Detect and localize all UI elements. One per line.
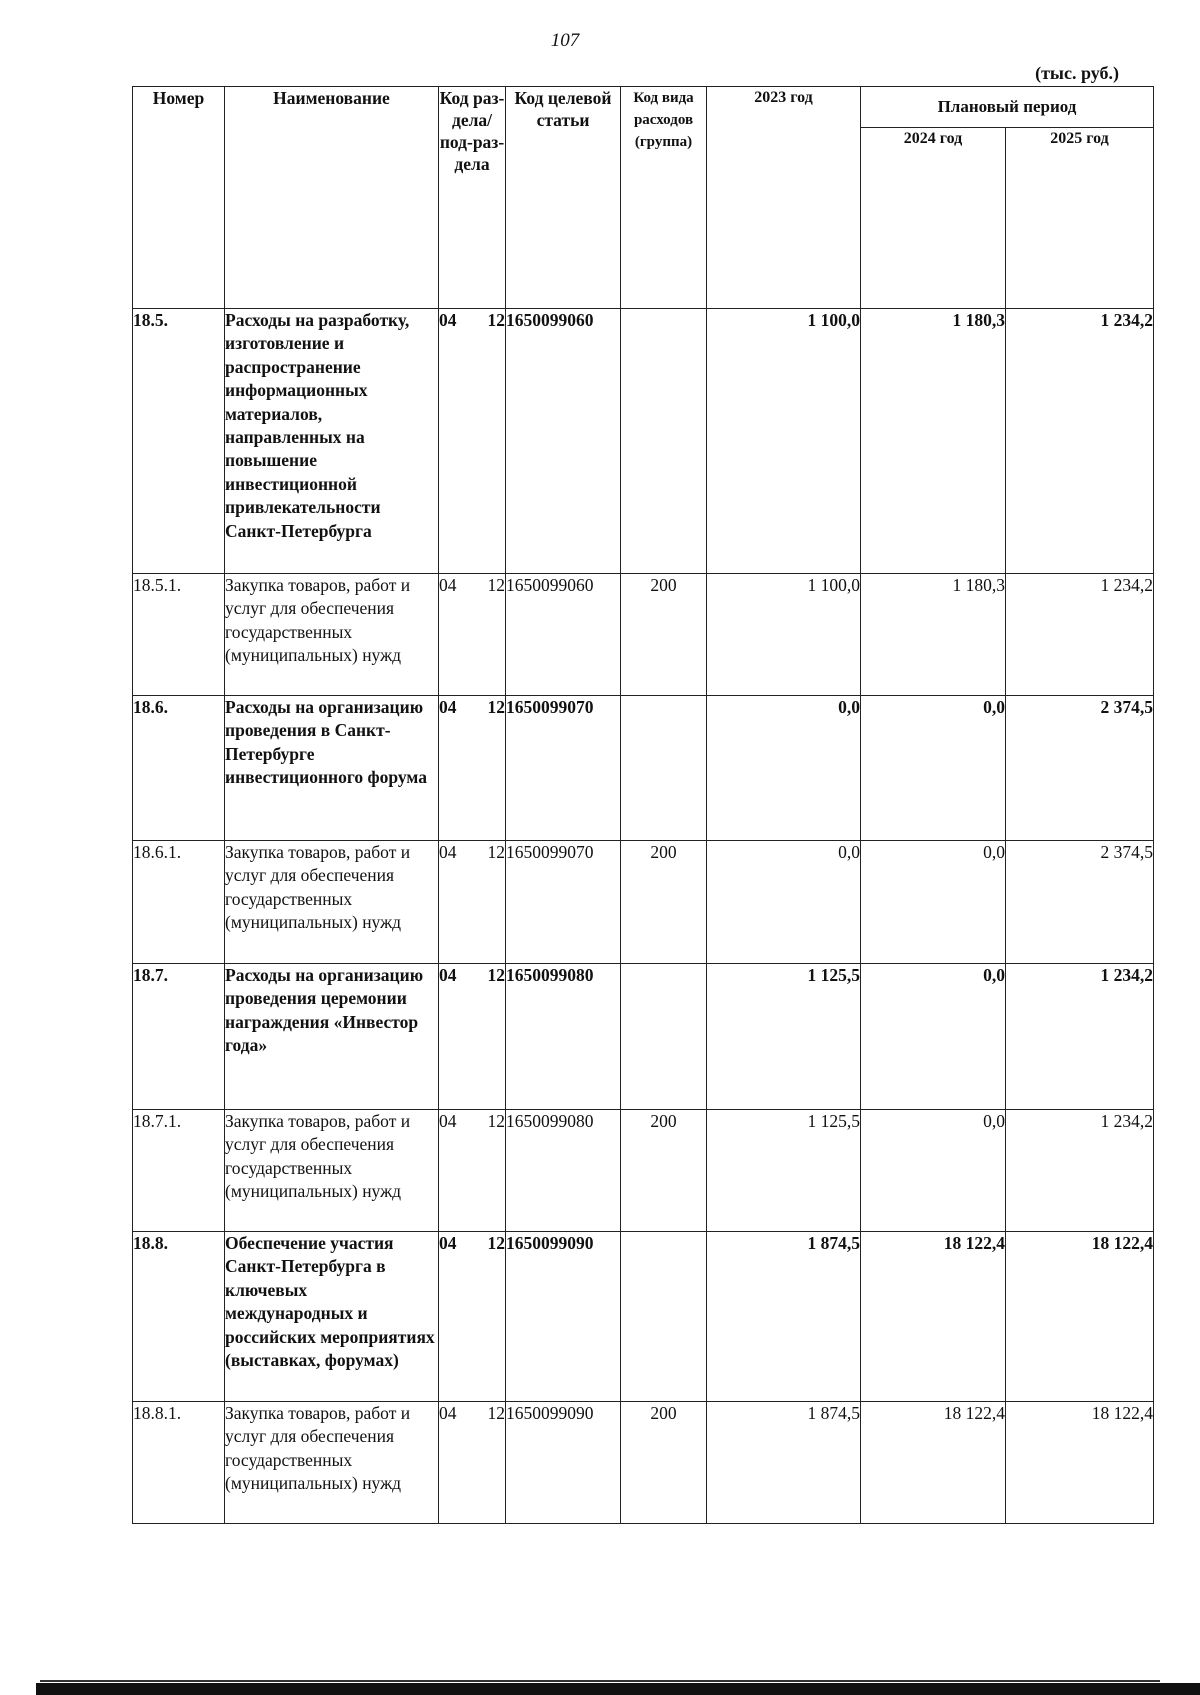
row-number: 18.7. <box>133 964 225 1110</box>
subsection-code: 12 <box>487 842 505 862</box>
subsection-code: 12 <box>487 310 505 330</box>
row-value-2023: 1 874,5 <box>707 1232 861 1402</box>
row-value-2023: 1 100,0 <box>707 309 861 574</box>
header-section-code: Код раз-дела/ под-раз-дела <box>439 87 506 309</box>
row-value-2025: 2 374,5 <box>1006 841 1154 964</box>
page-number: 107 <box>550 30 580 51</box>
row-value-2025: 1 234,2 <box>1006 964 1154 1110</box>
section-code: 04 <box>439 965 457 985</box>
section-code: 04 <box>439 697 457 717</box>
row-number: 18.6.1. <box>133 841 225 964</box>
row-value-2023: 1 125,5 <box>707 1110 861 1232</box>
row-target: 1650099090 <box>506 1232 621 1402</box>
header-name: Наименование <box>225 87 439 309</box>
row-name: Закупка товаров, работ и услуг для обеспечения государственных (муниципальных) нужд <box>225 841 439 964</box>
section-code: 04 <box>439 1111 457 1131</box>
subsection-code: 12 <box>487 697 505 717</box>
row-name: Закупка товаров, работ и услуг для обеспечения государственных (муниципальных) нужд <box>225 574 439 696</box>
row-kind <box>621 1232 707 1402</box>
row-number: 18.5.1. <box>133 574 225 696</box>
header-year-2025: 2025 год <box>1006 128 1154 309</box>
row-kind: 200 <box>621 1402 707 1524</box>
row-section <box>439 1110 506 1232</box>
row-value-2025: 1 234,2 <box>1006 574 1154 696</box>
row-value-2024: 0,0 <box>861 964 1006 1110</box>
row-value-2025: 18 122,4 <box>1006 1402 1154 1524</box>
row-target: 1650099060 <box>506 309 621 574</box>
header-expense-kind: Код вида расходов (группа) <box>621 87 707 309</box>
row-number: 18.7.1. <box>133 1110 225 1232</box>
header-plan-period: Плановый период <box>861 87 1154 128</box>
section-code: 04 <box>439 1403 457 1423</box>
table-row <box>133 841 1154 964</box>
bottom-edge-line <box>40 1680 1160 1682</box>
row-number: 18.8.1. <box>133 1402 225 1524</box>
row-value-2025: 2 374,5 <box>1006 696 1154 841</box>
row-target: 1650099070 <box>506 696 621 841</box>
row-name: Расходы на организацию проведения в Санкт-Петербурге инвестиционного форума <box>225 696 439 841</box>
row-number: 18.8. <box>133 1232 225 1402</box>
row-target: 1650099070 <box>506 841 621 964</box>
row-value-2023: 0,0 <box>707 696 861 841</box>
bottom-edge-bar <box>36 1683 1200 1695</box>
section-code: 04 <box>439 310 457 330</box>
subsection-code: 12 <box>487 1403 505 1423</box>
row-value-2024: 1 180,3 <box>861 309 1006 574</box>
table-row <box>133 574 1154 696</box>
row-kind: 200 <box>621 574 707 696</box>
row-kind <box>621 696 707 841</box>
row-name: Обеспечение участия Санкт-Петербурга в ключевых международных и российских мероприятиях (выставках, форумах) <box>225 1232 439 1402</box>
row-section <box>439 964 506 1110</box>
section-code: 04 <box>439 575 457 595</box>
header-year-2023: 2023 год <box>707 87 861 309</box>
row-name: Закупка товаров, работ и услуг для обеспечения государственных (муниципальных) нужд <box>225 1110 439 1232</box>
row-value-2024: 0,0 <box>861 1110 1006 1232</box>
row-section <box>439 309 506 574</box>
row-section <box>439 841 506 964</box>
table-row <box>133 1402 1154 1524</box>
row-value-2023: 1 100,0 <box>707 574 861 696</box>
row-value-2023: 1 874,5 <box>707 1402 861 1524</box>
row-value-2025: 1 234,2 <box>1006 309 1154 574</box>
table-row <box>133 1110 1154 1232</box>
row-section <box>439 574 506 696</box>
row-value-2025: 18 122,4 <box>1006 1232 1154 1402</box>
row-section <box>439 1402 506 1524</box>
row-name: Расходы на организацию проведения церемонии награждения «Инвестор года» <box>225 964 439 1110</box>
row-value-2024: 18 122,4 <box>861 1402 1006 1524</box>
table-row <box>133 1232 1154 1402</box>
subsection-code: 12 <box>487 1111 505 1131</box>
row-kind: 200 <box>621 841 707 964</box>
header-year-2024: 2024 год <box>861 128 1006 309</box>
subsection-code: 12 <box>487 965 505 985</box>
row-value-2024: 18 122,4 <box>861 1232 1006 1402</box>
row-value-2023: 1 125,5 <box>707 964 861 1110</box>
row-target: 1650099090 <box>506 1402 621 1524</box>
row-value-2024: 0,0 <box>861 841 1006 964</box>
row-number: 18.5. <box>133 309 225 574</box>
units-label: (тыс. руб.) <box>1035 63 1119 83</box>
row-target: 1650099080 <box>506 1110 621 1232</box>
row-kind: 200 <box>621 1110 707 1232</box>
row-section <box>439 1232 506 1402</box>
section-code: 04 <box>439 1233 457 1253</box>
row-kind <box>621 309 707 574</box>
section-code: 04 <box>439 842 457 862</box>
table-row <box>133 964 1154 1110</box>
subsection-code: 12 <box>487 1233 505 1253</box>
row-value-2024: 0,0 <box>861 696 1006 841</box>
row-value-2025: 1 234,2 <box>1006 1110 1154 1232</box>
row-section <box>439 696 506 841</box>
table-row <box>133 696 1154 841</box>
header-number: Номер <box>133 87 225 309</box>
budget-table <box>132 86 1154 1524</box>
row-name: Расходы на разработку, изготовление и распространение информационных материалов, направленных на повышение инвестиционной привлекательности Санкт-Петербурга <box>225 309 439 574</box>
row-target: 1650099060 <box>506 574 621 696</box>
header-target-code: Код целевой статьи <box>506 87 621 309</box>
row-value-2024: 1 180,3 <box>861 574 1006 696</box>
row-kind <box>621 964 707 1110</box>
row-value-2023: 0,0 <box>707 841 861 964</box>
row-name: Закупка товаров, работ и услуг для обеспечения государственных (муниципальных) нужд <box>225 1402 439 1524</box>
row-target: 1650099080 <box>506 964 621 1110</box>
subsection-code: 12 <box>487 575 505 595</box>
table-row <box>133 309 1154 574</box>
row-number: 18.6. <box>133 696 225 841</box>
